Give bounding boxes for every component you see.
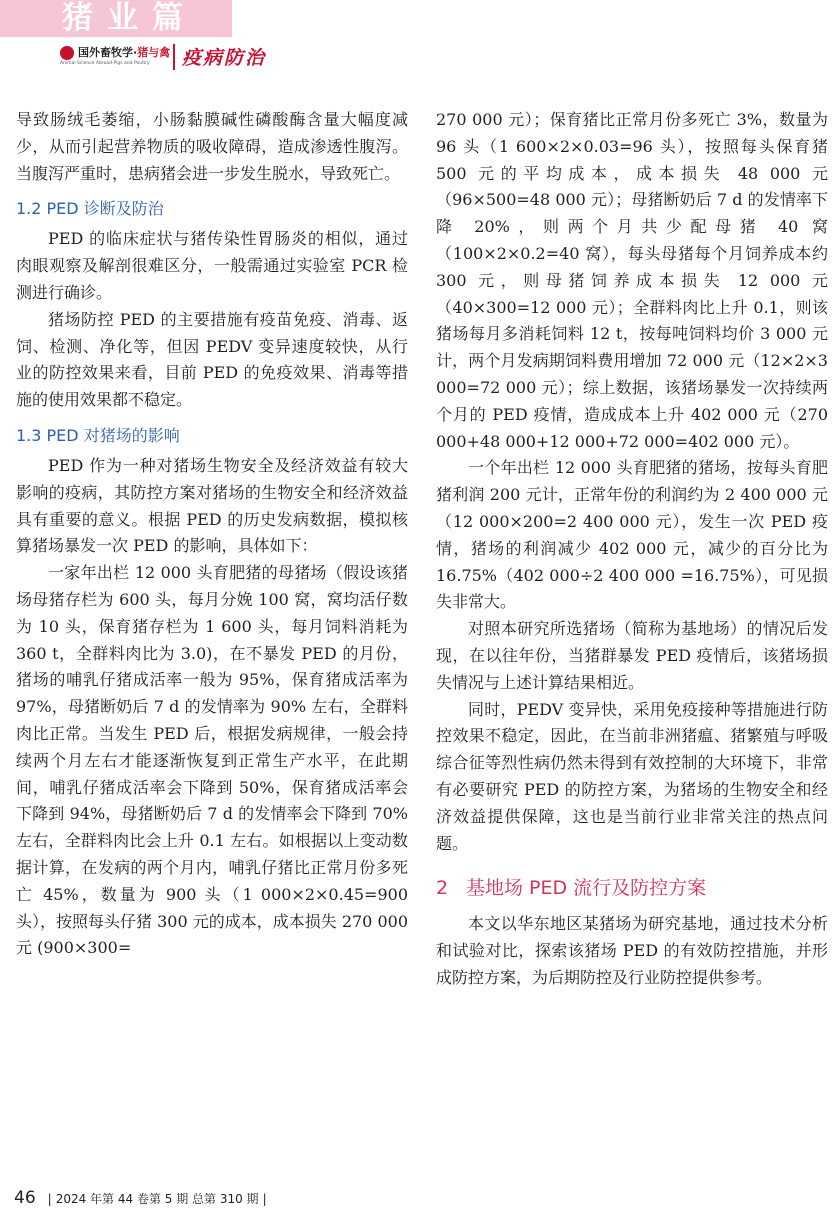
section-heading-2	[436, 875, 828, 901]
paragraph: 一家年出栏 12 000 头育肥猪的母猪场（假设该猪场母猪存栏为 600 头，每月分娩 100 窝，窝均活仔数为 10 头，保育猪存栏为 1 600 头，每月饲料消耗为 360 t，全群料肉比为 3.0)，在不暴发 PED 的月份，猪场的哺乳仔猪成活率一般为 95%，保育猪成活率为 97%，母猪断奶后 7 d 的发情率为 90% 左右，全群料肉比正常。当发生 PED 后，根据发病规律，一般会持续两个月左右才能逐渐恢复到正常生产水平，在此期间，哺乳仔猪成活率会下降到 50%，保育猪成活率会下降到 94%，母猪断奶后 7 d 的发情率会下降到 70% 左右，全群料肉比会上升 0.1 左右。如根据以上变动数据计算，在发病的两个月内，哺乳仔猪比正常月份多死亡 45%，数量为 900 头（1 000×2×0.45=900 头），按照每头仔猪 300 元的成本，成本损失 270 000 元 (900×300=	[16, 563, 408, 958]
paragraph: 本文以华东地区某猪场为研究基地，通过技术分析和试验对比，探索该猪场 PED 的有效防控措施，并形成防控方案，为后期防控及行业防控提供参考。	[436, 914, 828, 987]
section-heading-text: 基地场 PED 流行及防控方案	[466, 877, 707, 900]
journal-logo	[60, 44, 171, 70]
logo-chinese-name: 国外畜牧学·猪与禽	[78, 46, 171, 59]
paragraph: 同时，PEDV 变异快，采用免疫接种等措施进行防控效果不稳定，因此，在当前非洲猪瘟、猪繁殖与呼吸综合征等烈性病仍然未得到有效控制的大环境下，非常有必要研究 PED 的防控方案，为猪场的生物安全和经济效益提供保障，这也是当前行业非常关注的热点问题。	[436, 699, 828, 853]
paragraph: 对照本研究所选猪场（简称为基地场）的情况后发现，在以往年份，当猪群暴发 PED 疫情后，该猪场损失情况与上述计算结果相近。	[436, 619, 828, 692]
paragraph: PED 作为一种对猪场生物安全及经济效益有较大影响的疫病，其防控方案对猪场的生物安全和经济效益具有重要的意义。根据 PED 的历史发病数据，模拟核算猪场暴发一次 PED 的影响，具体如下：	[16, 455, 408, 556]
footer-separator: |	[47, 1192, 52, 1206]
paragraph: 一个年出栏 12 000 头育肥猪的猪场，按每头育肥猪利润 200 元计，正常年份的利润约为 2 400 000 元（12 000×200=2 400 000 元），发生一次 PED 疫情，猪场的利润减少 402 000 元，减少的百分比为 16.75%（402 000÷2 400 000 =16.75%），可见损失非常大。	[436, 458, 828, 612]
column-name: 疫病防治	[182, 47, 267, 69]
paragraph: PED 的临床症状与猪传染性胃肠炎的相似，通过肉眼观察及解剖很难区分，一般需通过实验室 PCR 检测进行确诊。	[16, 229, 408, 302]
paragraph: 猪场防控 PED 的主要措施有疫苗免疫、消毒、返饲、检测、净化等，但因 PEDV 变异速度较快，从行业的防控效果来看，目前 PED 的免疫效果、消毒等措施的使用效果都不稳定。	[16, 309, 408, 410]
footer-separator: |	[262, 1192, 267, 1206]
logo-english-name: Animal Science Abroad-Pigs and Poultry	[60, 61, 150, 66]
section-title: 猪业篇	[62, 0, 197, 36]
section-number: 2	[436, 877, 449, 900]
right-column	[436, 107, 828, 992]
paragraph: 270 000 元）；保育猪比正常月份多死亡 3%，数量为 96 头（1 600×2×0.03=96 头），按照每头保育猪 500 元的平均成本，成本损失 48 000 元（96×500=48 000 元）；母猪断奶后 7 d 的发情率下降 20%，则两个月共少配母猪 40 窝（100×2×0.2=40 窝），每头母猪每个月饲养成本约 300 元，则母猪饲养成本损失 12 000 元（40×300=12 000 元）；全群料肉比上升 0.1，则该猪场每月多消耗饲料 12 t，按每吨饲料均价 3 000 元计，两个月发病期饲料费用增加 72 000 元（12×2×3 000=72 000 元）；综上数据，该猪场暴发一次持续两个月的 PED 疫情，造成成本上升 402 000 元（270 000+48 000+12 000+72 000=402 000 元）。	[436, 110, 828, 451]
page-number: 46	[14, 1188, 36, 1208]
page-footer	[14, 1188, 271, 1208]
logo-emblem-icon	[60, 46, 74, 60]
paragraph: 导致肠绒毛萎缩，小肠黏膜碱性磷酸酶含量大幅度减少，从而引起营养物质的吸收障碍，造成渗透性腹泻。当腹泻严重时，患病猪会进一步发生脱水，导致死亡。	[16, 110, 408, 183]
section-heading-1-3: 1.3 PED 对猪场的影响	[16, 425, 180, 445]
header-divider	[173, 44, 175, 70]
issue-info: 2024 年第 44 卷第 5 期 总第 310 期	[55, 1192, 259, 1206]
left-column	[16, 107, 408, 962]
section-heading-1-2: 1.2 PED 诊断及防治	[16, 199, 164, 219]
